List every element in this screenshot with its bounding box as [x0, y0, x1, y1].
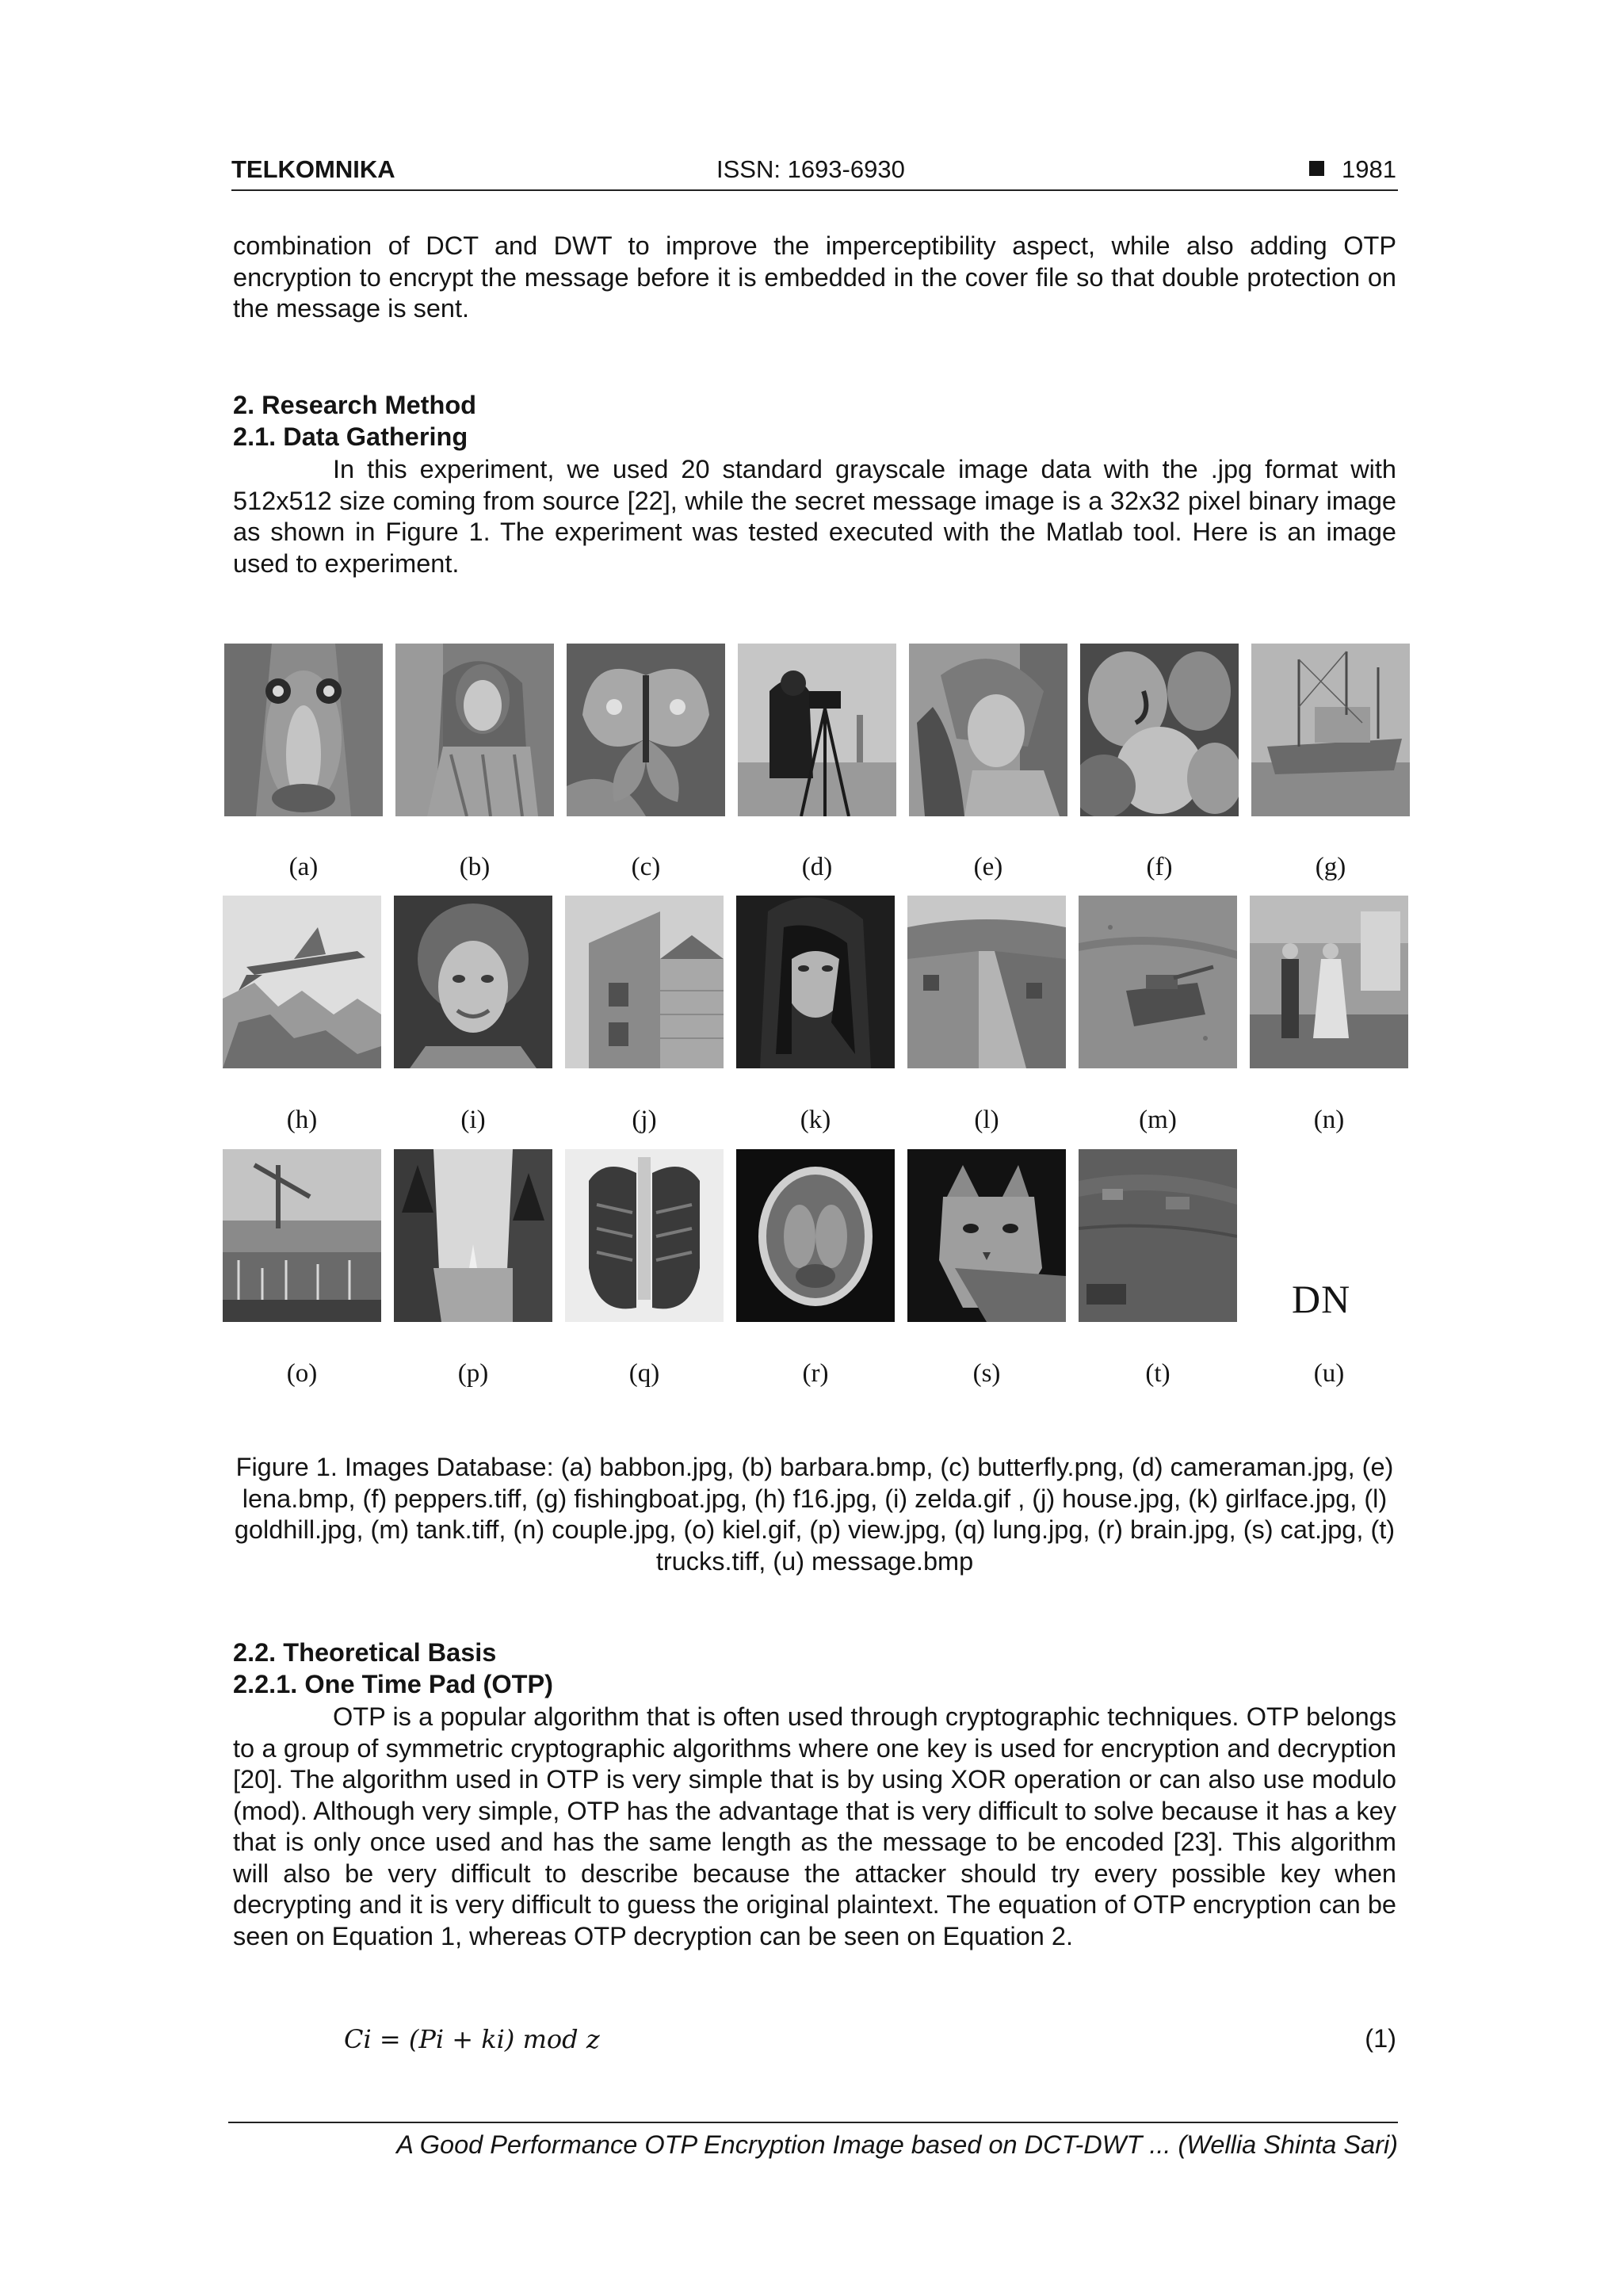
- image-tank: [1079, 896, 1237, 1068]
- message-image-text: DN: [1292, 1277, 1351, 1321]
- figure-label: (o): [286, 1359, 318, 1388]
- figure-label: (f): [1146, 853, 1173, 881]
- figure-caption: Figure 1. Images Database: (a) babbon.jpg, (b) barbara.bmp, (c) butterfly.png, (d) cameraman.jpg, (e) lena.bmp, (f) peppers.tiff, (g) fishingboat.jpg, (h) f16.jpg, (i) zelda.gif , (j) house.jpg, (k) girlface.jpg, (l) goldhill.jpg, (m) tank.tiff, (n) couple.jpg, (o) kiel.gif, (p) view.jpg, (q) lung.jpg, (r) brain.jpg, (s) cat.jpg, (t) trucks.tiff, (u) message.bmp: [234, 1453, 1396, 1576]
- issn: ISSN: 1693-6930: [716, 155, 905, 183]
- image-couple: [1250, 896, 1408, 1068]
- image-f16: [223, 896, 381, 1068]
- subsection-heading: 2.2.1. One Time Pad (OTP): [233, 1670, 553, 1698]
- image-cat: [907, 1149, 1066, 1322]
- image-butterfly: [567, 644, 725, 816]
- figure-label: (h): [286, 1106, 318, 1134]
- running-header: [231, 155, 1396, 190]
- section-heading: 2. Research Method: [233, 391, 477, 419]
- equation-number: (1): [1365, 2024, 1396, 2053]
- footer-rule: [228, 2122, 1398, 2123]
- header-rule: [231, 189, 1398, 191]
- figure-label: (k): [800, 1106, 831, 1134]
- figure-label: (c): [631, 853, 661, 881]
- subsection-heading: 2.1. Data Gathering: [233, 422, 468, 451]
- figure-label: (n): [1313, 1106, 1345, 1134]
- square-bullet-icon: [1309, 161, 1324, 176]
- figure-label: (s): [972, 1359, 1001, 1388]
- figure-label: (j): [632, 1106, 657, 1134]
- image-cameraman: [738, 644, 896, 816]
- image-baboon: [224, 644, 383, 816]
- image-peppers: [1080, 644, 1239, 816]
- figure-label: (i): [460, 1106, 486, 1134]
- journal-name: TELKOMNIKA: [231, 155, 395, 183]
- page-number-text: 1981: [1342, 155, 1396, 183]
- image-brain: [736, 1149, 895, 1322]
- figure-label: (d): [801, 853, 833, 881]
- image-view: [394, 1149, 552, 1322]
- image-house: [565, 896, 724, 1068]
- image-kiel: [223, 1149, 381, 1322]
- figure-label: (q): [628, 1359, 660, 1388]
- figure-label: (m): [1139, 1106, 1177, 1134]
- figure-label: (p): [457, 1359, 489, 1388]
- image-girlface: [736, 896, 895, 1068]
- otp-paragraph: OTP is a popular algorithm that is often used through cryptographic techniques. OTP belongs to a group of symmetric cryptographic algorithms where one key is used for encryption and decryption [20]. The algorithm used in OTP is very simple that is by using XOR operation or can also use modulo (mod). Although very simple, OTP has the advantage that is very difficult to solve because it has a key that is only once used and has the same length as the message to be encoded [23]. This algorithm will also be very difficult to describe because the attacker should try every possible key when decrypting and it is very difficult to guess the original plaintext. The equation of OTP encryption can be seen on Equation 1, whereas OTP decryption can be seen on Equation 2.: [233, 1702, 1396, 1950]
- image-goldhill: [907, 896, 1066, 1068]
- figure-label: (a): [288, 853, 319, 881]
- figure-label: (b): [459, 853, 491, 881]
- section-heading: 2.2. Theoretical Basis: [233, 1638, 497, 1667]
- figure-label: (l): [974, 1106, 999, 1134]
- figure-label: (r): [802, 1359, 829, 1388]
- intro-paragraph: combination of DCT and DWT to improve the imperceptibility aspect, while also adding OTP encryption to encrypt the message before it is embedded in the cover file so that double protection on the message is sent.: [233, 231, 1396, 323]
- equation: Ci = (Pi + ki) mod z: [344, 2024, 600, 2054]
- image-barbara: [395, 644, 554, 816]
- image-fishingboat: [1251, 644, 1410, 816]
- figure-label: (g): [1315, 853, 1346, 881]
- figure-label: (u): [1313, 1359, 1345, 1388]
- page-number: [1309, 155, 1396, 184]
- running-footer: A Good Performance OTP Encryption Image based on DCT-DWT ... (Wellia Shinta Sari): [396, 2130, 1398, 2159]
- figure-label: (t): [1145, 1359, 1170, 1388]
- image-lena: [909, 644, 1067, 816]
- image-lung: [565, 1149, 724, 1322]
- figure-label: (e): [973, 853, 1003, 881]
- data-gathering-paragraph: In this experiment, we used 20 standard grayscale image data with the .jpg format with 512x512 size coming from source [22], while the secret message image is a 32x32 pixel binary image as shown in Figure 1. The experiment was tested executed with the Matlab tool. Here is an image used to experiment.: [233, 455, 1396, 578]
- image-zelda: [394, 896, 552, 1068]
- image-trucks: [1079, 1149, 1237, 1322]
